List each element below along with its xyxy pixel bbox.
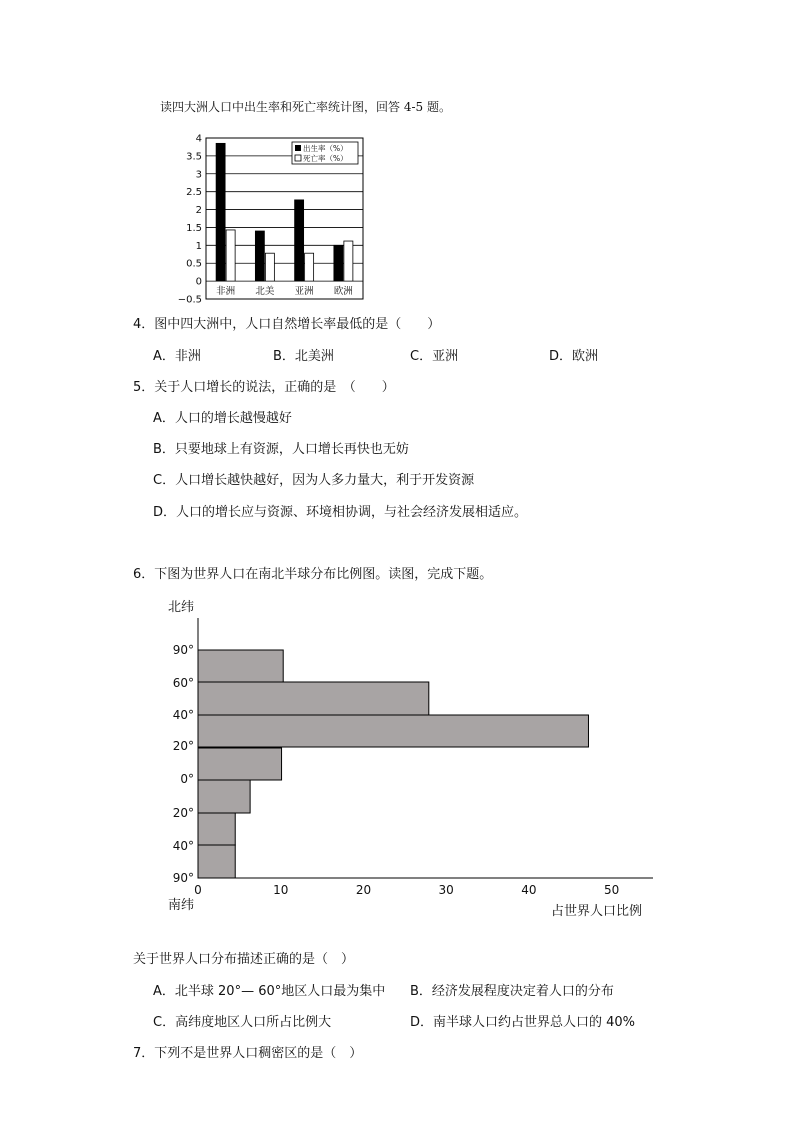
chart1-ytick-label: 3.5 xyxy=(186,151,202,163)
chart1-ytick-label: 0.5 xyxy=(186,258,202,270)
q6-question: 关于世界人口分布描述正确的是（ ） xyxy=(133,952,355,967)
chart2-bar xyxy=(198,715,588,747)
chart1-category-label: 非洲 xyxy=(216,286,236,297)
chart2-ytick-label: 0° xyxy=(180,772,194,786)
chart1-category-label: 北美 xyxy=(255,286,275,297)
q6-stem: 6．下图为世界人口在南北半球分布比例图。读图，完成下题。 xyxy=(133,567,493,582)
chart2-bar xyxy=(198,748,282,780)
chart1-category-label: 亚洲 xyxy=(294,286,314,297)
chart2-bar xyxy=(198,650,283,682)
q4-option-c[interactable]: C．亚洲 xyxy=(410,349,459,364)
q5-option-a[interactable]: A．人口的增长越慢越好 xyxy=(153,411,292,426)
chart1-ytick-label: 1.5 xyxy=(186,222,202,234)
chart2-bar xyxy=(198,845,235,878)
q5-stem: 5．关于人口增长的说法，正确的是 （ ） xyxy=(133,380,395,395)
q5-option-d[interactable]: D．人口的增长应与资源、环境相协调，与社会经济发展相适应。 xyxy=(153,505,528,520)
legend-birth-label: 出生率（%） xyxy=(303,144,348,153)
q4-option-a[interactable]: A．非洲 xyxy=(153,349,201,364)
chart2-bar xyxy=(198,813,235,845)
chart2-x-label: 占世界人口比例 xyxy=(551,904,643,919)
q5-option-b[interactable]: B．只要地球上有资源，人口增长再快也无妨 xyxy=(153,442,409,457)
intro-text: 读四大洲人口中出生率和死亡率统计图，回答 4-5 题。 xyxy=(160,100,451,114)
chart1-ytick-label: −0.5 xyxy=(177,294,202,306)
chart2-xtick-label: 10 xyxy=(273,883,289,897)
legend-death-label: 死亡率（%） xyxy=(303,154,348,163)
chart1-ytick-label: 2.5 xyxy=(186,187,202,199)
chart2-xtick-label: 20 xyxy=(355,883,372,897)
q5-option-c[interactable]: C．人口增长越快越好，因为人多力量大，利于开发资源 xyxy=(153,473,475,488)
chart1-ytick-label: 0 xyxy=(195,276,202,288)
chart2-xtick-label: 40 xyxy=(521,883,537,897)
chart2-ytick-label: 60° xyxy=(172,676,194,690)
chart1-ytick-label: 4 xyxy=(195,133,202,145)
chart2-ytick-label: 20° xyxy=(172,806,194,820)
chart2-ytick-label: 20° xyxy=(172,739,194,753)
q4-option-d[interactable]: D．欧洲 xyxy=(549,349,599,364)
q4-stem: 4．图中四大洲中，人口自然增长率最低的是（ ） xyxy=(133,317,441,332)
chart2-ytick-label: 40° xyxy=(172,708,194,722)
q6-option-a[interactable]: A．北半球 20°— 60°地区人口最为集中 xyxy=(153,984,386,999)
chart2-ytick-label: 40° xyxy=(172,839,194,853)
q4-option-b[interactable]: B．北美洲 xyxy=(273,349,334,364)
chart2-ytick-label: 90° xyxy=(172,871,194,885)
chart1-ytick-label: 3 xyxy=(195,169,202,181)
chart1-ytick-label: 1 xyxy=(195,240,202,252)
chart2-ytick-label: 90° xyxy=(172,643,194,657)
q7-stem: 7．下列不是世界人口稠密区的是（ ） xyxy=(133,1046,363,1061)
chart2-bar xyxy=(198,780,250,813)
chart2-north-label: 北纬 xyxy=(168,600,195,615)
q6-option-b[interactable]: B．经济发展程度决定着人口的分布 xyxy=(410,984,614,999)
chart2-xtick-label: 0 xyxy=(194,883,202,897)
chart2-bar xyxy=(198,682,429,715)
chart2-south-label: 南纬 xyxy=(168,898,195,913)
q6-option-c[interactable]: C．高纬度地区人口所占比例大 xyxy=(153,1015,332,1030)
chart1-ytick-label: 2 xyxy=(195,205,202,217)
q6-option-d[interactable]: D．南半球人口约占世界总人口的 40% xyxy=(410,1015,636,1030)
chart2-xtick-label: 30 xyxy=(438,883,454,897)
chart2-xtick-label: 50 xyxy=(603,883,620,897)
chart1-category-label: 欧洲 xyxy=(333,286,353,297)
